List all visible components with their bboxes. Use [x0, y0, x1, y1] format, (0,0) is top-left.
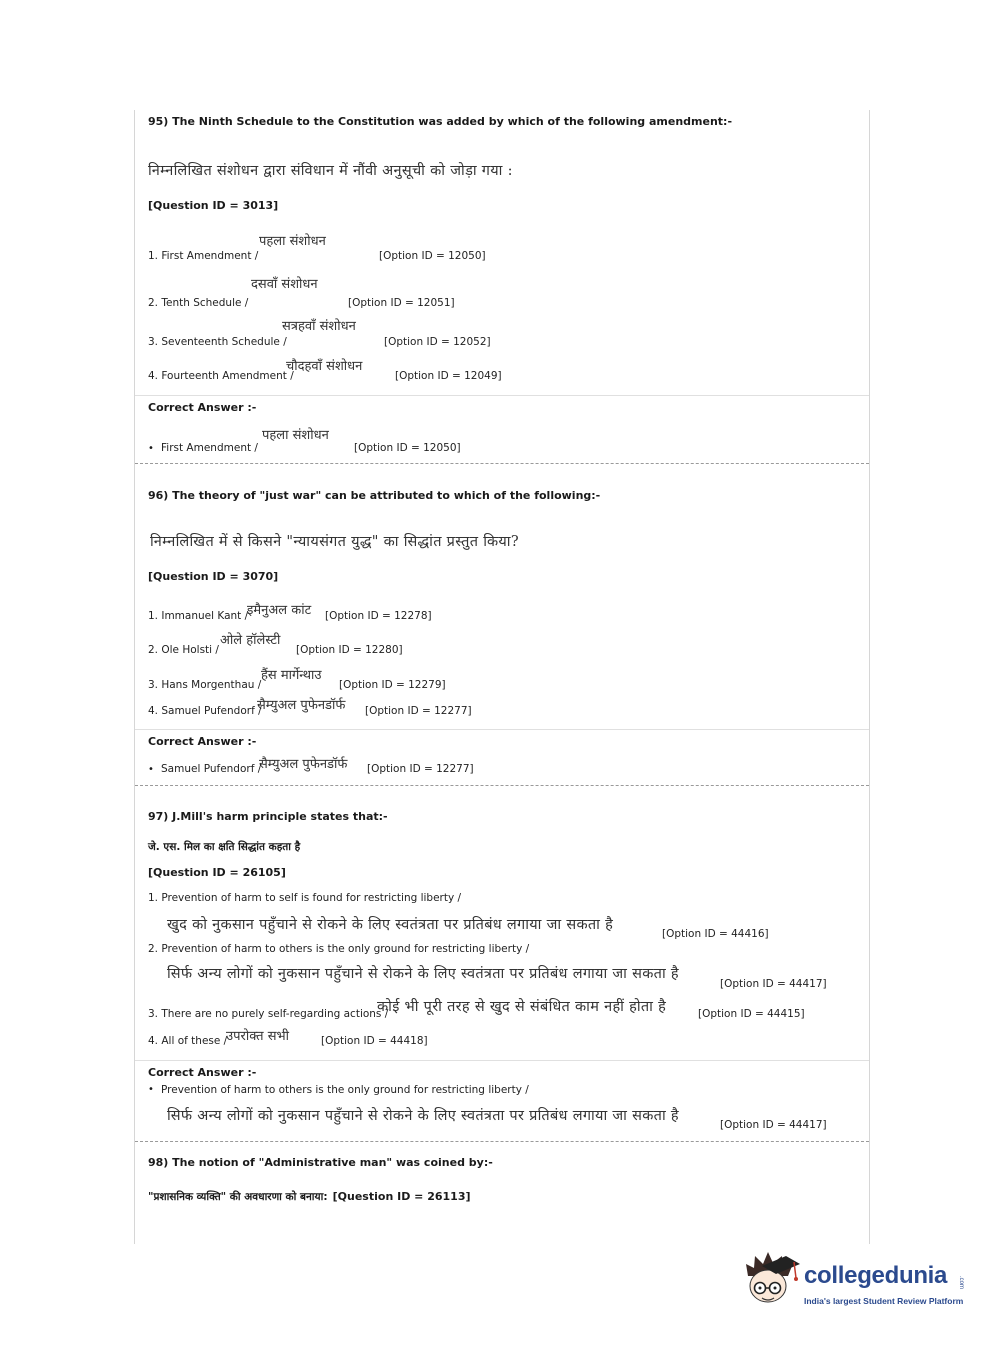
q95-option-2-hindi: दसवाँ संशोधन	[251, 277, 318, 292]
q97-option-2-hindi: सिर्फ अन्य लोगों को नुकसान पहुँचाने से रोकने के लिए स्वतंत्रता पर प्रतिबंध लगाया जा सकता है	[167, 966, 679, 982]
bullet: •	[148, 1084, 154, 1095]
question-95-title: 95) The Ninth Schedule to the Constitution was added by which of the following amendment:-	[148, 115, 733, 128]
q96-option-3-hindi: हैंस मार्गेन्थाउ	[261, 668, 322, 683]
separator	[135, 729, 869, 730]
logo-domain: .com	[958, 1276, 964, 1290]
q95-option-3-id: [Option ID = 12052]	[384, 336, 491, 348]
q96-option-4-hindi: सैम्युअल पुफेनडॉर्फ	[257, 698, 346, 713]
q97-option-2-id: [Option ID = 44417]	[720, 978, 827, 990]
q97-answer: Prevention of harm to others is the only ground for restricting liberty /	[161, 1084, 529, 1096]
q95-option-4-id: [Option ID = 12049]	[395, 370, 502, 382]
q96-option-1-hindi: इमैनुअल कांट	[247, 603, 312, 618]
question-97-title: 97) J.Mill's harm principle states that:-	[148, 810, 388, 823]
q96-option-4-id: [Option ID = 12277]	[365, 705, 472, 717]
q97-option-4: 4. All of these /	[148, 1035, 228, 1047]
logo-brand: collegedunia	[804, 1262, 948, 1289]
q95-option-1-id: [Option ID = 12050]	[379, 250, 486, 262]
question-96-title: 96) The theory of "just war" can be attributed to which of the following:-	[148, 489, 601, 502]
question-97-hindi: जे. एस. मिल का क्षति सिद्धांत कहता है	[148, 841, 301, 853]
q95-answer-hindi: पहला संशोधन	[262, 428, 329, 443]
question-divider	[135, 1141, 869, 1142]
question-98-title: 98) The notion of "Administrative man" was coined by:-	[148, 1156, 493, 1169]
q95-option-4: 4. Fourteenth Amendment /	[148, 370, 294, 382]
q95-option-3: 3. Seventeenth Schedule /	[148, 336, 287, 348]
question-divider	[135, 785, 869, 786]
question-95-hindi: निम्नलिखित संशोधन द्वारा संविधान में नौंवी अनुसूची को जोड़ा गया :	[148, 163, 513, 179]
question-96-hindi: निम्नलिखित में से किसने "न्यायसंगत युद्ध" का सिद्धांत प्रस्तुत किया?	[150, 534, 519, 550]
q95-correct-answer-label: Correct Answer :-	[148, 401, 257, 414]
q95-option-2-id: [Option ID = 12051]	[348, 297, 455, 309]
q97-option-1-hindi: खुद को नुकसान पहुँचाने से रोकने के लिए स्वतंत्रता पर प्रतिबंध लगाया जा सकता है	[167, 917, 614, 933]
q95-answer-id: [Option ID = 12050]	[354, 442, 461, 454]
question-95-id: [Question ID = 3013]	[148, 199, 279, 212]
q97-option-1: 1. Prevention of harm to self is found for restricting liberty /	[148, 892, 462, 904]
q95-option-4-hindi: चौदहवाँ संशोधन	[286, 359, 363, 374]
question-98-id: [Question ID = 26113]	[332, 1190, 471, 1203]
mascot-icon	[742, 1250, 802, 1312]
q96-option-2-id: [Option ID = 12280]	[296, 644, 403, 656]
q97-option-4-id: [Option ID = 44418]	[321, 1035, 428, 1047]
q97-option-3: 3. There are no purely self-regarding actions /	[148, 1008, 389, 1020]
logo-tagline: India's largest Student Review Platform	[804, 1296, 964, 1306]
question-98-hindi-line	[148, 1185, 471, 1204]
q96-answer-id: [Option ID = 12277]	[367, 763, 474, 775]
question-96-id: [Question ID = 3070]	[148, 570, 279, 583]
collegedunia-logo	[742, 1248, 972, 1318]
q97-option-2: 2. Prevention of harm to others is the only ground for restricting liberty /	[148, 943, 530, 955]
exam-page	[134, 110, 870, 1244]
q95-option-1-hindi: पहला संशोधन	[259, 234, 326, 249]
q97-option-4-hindi: उपरोक्त सभी	[226, 1029, 289, 1044]
q96-option-4: 4. Samuel Pufendorf /	[148, 705, 262, 717]
question-97-id: [Question ID = 26105]	[148, 866, 286, 879]
question-divider	[135, 463, 869, 464]
bullet: •	[148, 443, 154, 454]
q95-option-3-hindi: सत्रहवाँ संशोधन	[282, 319, 356, 334]
q97-correct-answer-label: Correct Answer :-	[148, 1066, 257, 1079]
separator	[135, 395, 869, 396]
q96-correct-answer-label: Correct Answer :-	[148, 735, 257, 748]
q96-option-1-id: [Option ID = 12278]	[325, 610, 432, 622]
q95-option-1: 1. First Amendment /	[148, 250, 259, 262]
q97-answer-hindi: सिर्फ अन्य लोगों को नुकसान पहुँचाने से रोकने के लिए स्वतंत्रता पर प्रतिबंध लगाया जा सकता है	[167, 1108, 679, 1124]
q95-option-2: 2. Tenth Schedule /	[148, 297, 249, 309]
q97-answer-id: [Option ID = 44417]	[720, 1119, 827, 1131]
q95-answer: First Amendment /	[161, 442, 258, 454]
q97-option-3-id: [Option ID = 44415]	[698, 1008, 805, 1020]
q97-option-3-hindi: कोई भी पूरी तरह से खुद से संबंधित काम नहीं होता है	[377, 999, 667, 1015]
q96-option-1: 1. Immanuel Kant /	[148, 610, 249, 622]
q96-option-3-id: [Option ID = 12279]	[339, 679, 446, 691]
question-98-hindi: "प्रशासनिक व्यक्ति" की अवधारणा को बनाया:	[148, 1191, 328, 1203]
q96-answer-hindi: सैम्युअल पुफेनडॉर्फ	[259, 757, 348, 772]
q96-option-2: 2. Ole Holsti /	[148, 644, 219, 656]
bullet: •	[148, 764, 154, 775]
q97-option-1-id: [Option ID = 44416]	[662, 928, 769, 940]
separator	[135, 1060, 869, 1061]
q96-option-2-hindi: ओले हॉलेस्टी	[220, 633, 281, 648]
q96-option-3: 3. Hans Morgenthau /	[148, 679, 262, 691]
q96-answer: Samuel Pufendorf /	[161, 763, 262, 775]
